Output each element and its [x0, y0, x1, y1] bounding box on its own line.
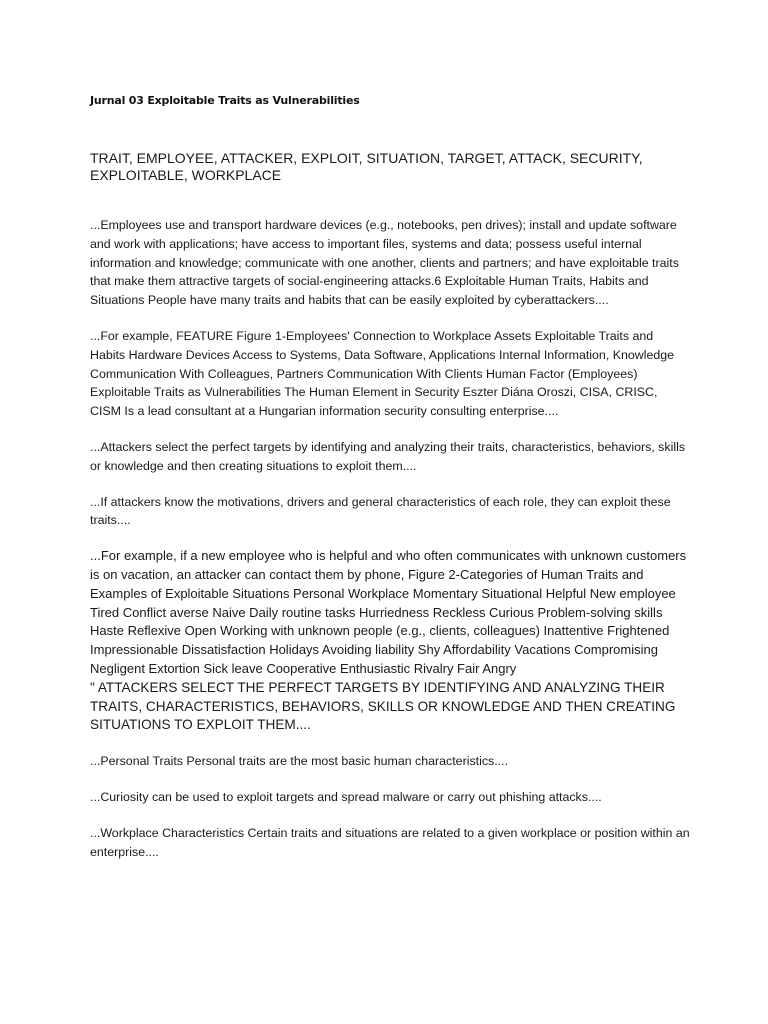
paragraph: ...Employees use and transport hardware devices (e.g., notebooks, pen drives); install and update software and work with applications; have access to important files, systems and data; possess useful internal information and knowledge; communicate with one another, clients and partners; and have exploitable traits that make them attractive targets of social-engineering attacks.6 Exploitable Human Traits, Habits and Situations People have many traits and habits that can be easily exploited by cyberattackers....: [90, 218, 679, 308]
paragraph: ...Workplace Characteristics Certain traits and situations are related to a given workplace or position within an enterprise....: [90, 825, 690, 859]
paragraph-text: ...For example, if a new employee who is helpful and who often communicates with unknown customers is on vacation, an attacker can contact them by phone, Figure 2-Categories of Human Traits and Examples of Exploitable Situations Personal Workplace Momentary Situational Helpful New employee Tired Conflict averse Naive Daily routine tasks Hurriedness Reckless Curious Problem-solving skills Haste Reflexive Open Working with unknown people (e.g., clients, colleagues) Inattentive Frightened Impressionable Dissatisfaction Holidays Avoiding liability Shy Affordability Vacations Compromising Negligent Extortion Sick leave Cooperative Enthusiastic Rivalry Fair Angry: [90, 548, 687, 676]
document-body: [90, 216, 690, 878]
paragraph-with-quote: [90, 547, 690, 735]
paragraph: ...Curiosity can be used to exploit targets and spread malware or carry out phishing attacks....: [90, 789, 602, 804]
pull-quote: " ATTACKERS SELECT THE PERFECT TARGETS BY IDENTIFYING AND ANALYZING THEIR TRAITS, CHARACTERISTICS, BEHAVIORS, SKILLS OR KNOWLEDGE AND THEN CREATING SITUATIONS TO EXPLOIT THEM....: [90, 679, 676, 733]
paragraph: ...If attackers know the motivations, drivers and general characteristics of each role, they can exploit these traits....: [90, 494, 671, 528]
paragraph: ...Personal Traits Personal traits are the most basic human characteristics....: [90, 754, 509, 769]
paragraph: ...For example, FEATURE Figure 1-Employees' Connection to Workplace Assets Exploitable Traits and Habits Hardware Devices Access to Systems, Data Software, Applications Internal Information, Knowledge Communication With Colleagues, Partners Communication With Clients Human Factor (Employees) Exploitable Traits as Vulnerabilities The Human Element in Security Eszter Diána Oroszi, CISA, CRISC, CISM Is a lead consultant at a Hungarian information security consulting enterprise....: [90, 328, 675, 419]
paragraph: ...Attackers select the perfect targets by identifying and analyzing their traits, characteristics, behaviors, skills or knowledge and then creating situations to exploit them....: [90, 439, 686, 473]
document-title: Jurnal 03 Exploitable Traits as Vulnerabilities: [90, 94, 360, 107]
keywords-line: TRAIT, EMPLOYEE, ATTACKER, EXPLOIT, SITUATION, TARGET, ATTACK, SECURITY, EXPLOITABLE, WORKPLACE: [90, 150, 643, 183]
